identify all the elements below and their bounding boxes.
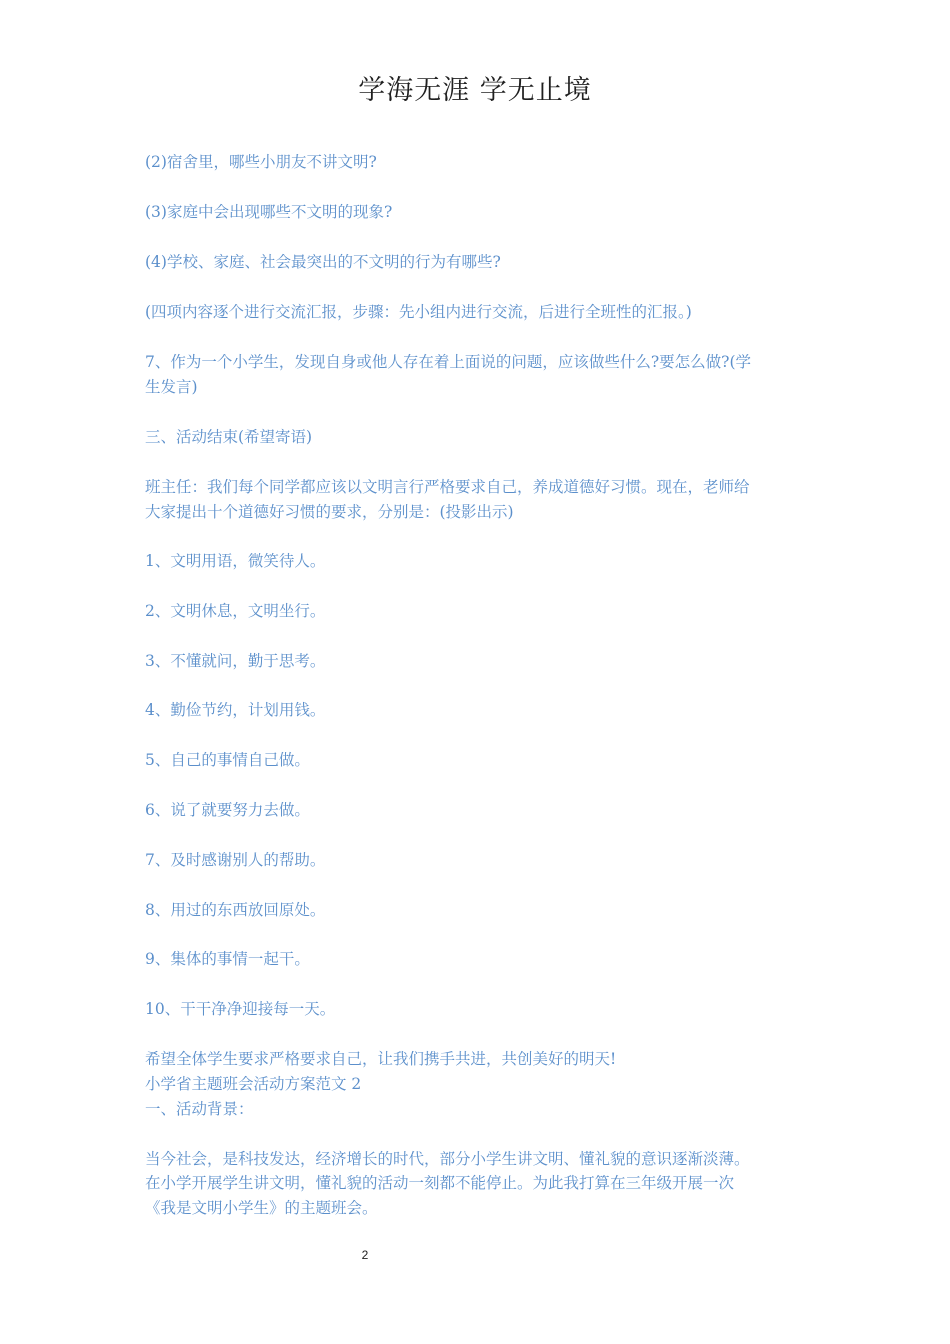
list-item: 10、干干净净迎接每一天。: [145, 1000, 336, 1018]
list-item: 2、文明休息，文明坐行。: [145, 602, 326, 620]
list-item: 8、用过的东西放回原处。: [145, 901, 326, 919]
paragraph: 生发言): [145, 378, 198, 396]
page-header-title: 学海无涯 学无止境: [358, 75, 592, 106]
paragraph: (四项内容逐个进行交流汇报，步骤：先小组内进行交流，后进行全班性的汇报。): [145, 303, 692, 321]
section-title: 小学省主题班会活动方案范文 2: [145, 1075, 362, 1093]
paragraph: (3)家庭中会出现哪些不文明的现象?: [145, 203, 393, 221]
section-heading: 一、活动背景：: [145, 1100, 254, 1118]
section-heading: 三、活动结束(希望寄语): [145, 428, 313, 446]
list-item: 6、说了就要努力去做。: [145, 801, 310, 819]
paragraph: 当今社会，是科技发达，经济增长的时代，部分小学生讲文明、懂礼貌的意识逐渐淡薄。: [145, 1150, 750, 1168]
paragraph: (2)宿舍里，哪些小朋友不讲文明?: [145, 153, 377, 171]
paragraph: 7、作为一个小学生，发现自身或他人存在着上面说的问题，应该做些什么?要怎么做?(学: [145, 353, 752, 371]
paragraph: (4)学校、家庭、社会最突出的不文明的行为有哪些?: [145, 253, 501, 271]
paragraph: 希望全体学生要求严格要求自己，让我们携手共进，共创美好的明天!: [145, 1050, 617, 1068]
list-item: 7、及时感谢别人的帮助。: [145, 851, 326, 869]
list-item: 1、文明用语，微笑待人。: [145, 552, 326, 570]
list-item: 9、集体的事情一起干。: [145, 950, 310, 968]
list-item: 3、不懂就问，勤于思考。: [145, 652, 326, 670]
paragraph: 《我是文明小学生》的主题班会。: [145, 1199, 378, 1217]
list-item: 5、自己的事情自己做。: [145, 751, 310, 769]
page-number: 2: [361, 1248, 369, 1262]
list-item: 4、勤俭节约，计划用钱。: [145, 701, 326, 719]
paragraph: 大家提出十个道德好习惯的要求，分别是：(投影出示): [145, 503, 514, 521]
paragraph: 在小学开展学生讲文明，懂礼貌的活动一刻都不能停止。为此我打算在三年级开展一次: [145, 1174, 735, 1192]
paragraph: 班主任：我们每个同学都应该以文明言行严格要求自己，养成道德好习惯。现在，老师给: [145, 478, 750, 496]
